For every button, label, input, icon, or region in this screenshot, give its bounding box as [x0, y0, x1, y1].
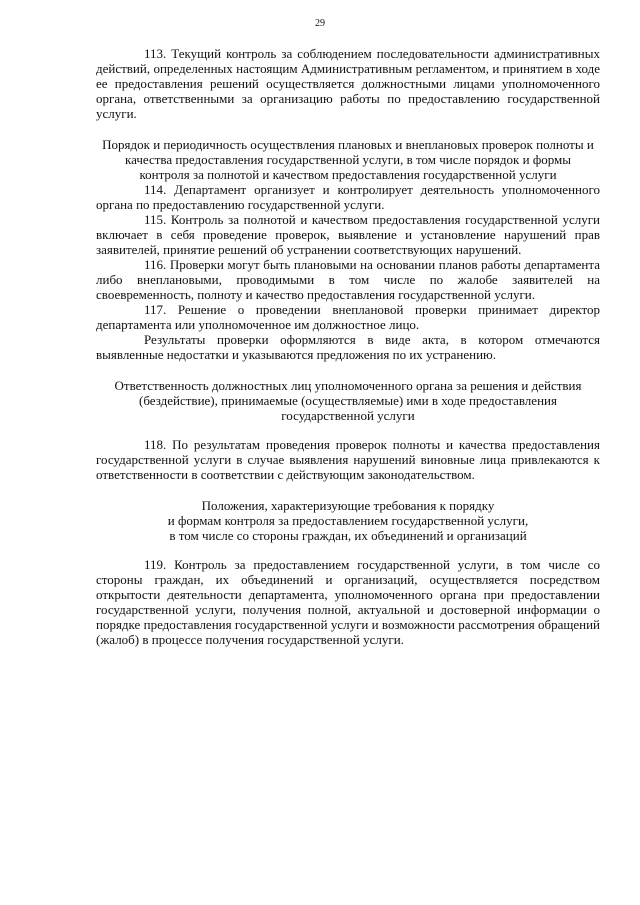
paragraph-114: 114. Департамент организует и контролирует деятельность уполномоченного органа по предоставлению государственной услуги. [96, 182, 600, 212]
paragraph-118: 118. По результатам проведения проверок полноты и качества предоставления государственной услуги в случае выявления нарушений виновные лица привлекаются к ответственности в соответствии с действующим законодательством. [96, 437, 600, 482]
document-body [96, 46, 600, 647]
section-heading-control-line3: в том числе со стороны граждан, их объединений и организаций [169, 528, 527, 543]
section-heading-inspections: Порядок и периодичность осуществления плановых и внеплановых проверок полноты и качества предоставления государственной услуги, в том числе порядок и формы контроля за полнотой и качеством предоставления государственной услуги [102, 137, 594, 182]
paragraph-117-results: Результаты проверки оформляются в виде акта, в котором отмечаются выявленные недостатки и указываются предложения по их устранению. [96, 332, 600, 362]
page-number: 29 [315, 18, 325, 29]
section-heading-responsibility: Ответственность должностных лиц уполномоченного органа за решения и действия (бездействие), принимаемые (осуществляемые) ими в ходе предоставления государственной услуги [114, 378, 582, 423]
paragraph-119: 119. Контроль за предоставлением государственной услуги, в том числе со стороны граждан, их объединений и организаций, осуществляется посредством открытости деятельности департамента, уполномоченного органа при предоставлении государственной услуги, получения полной, актуальной и достоверной информации о порядке предоставления государственной услуги и возможности рассмотрения обращений (жалоб) в процессе получения государственной услуги. [96, 557, 600, 647]
paragraph-117: 117. Решение о проведении внеплановой проверки принимает директор департамента или уполномоченное им должностное лицо. [96, 302, 600, 332]
paragraph-115: 115. Контроль за полнотой и качеством предоставления государственной услуги включает в себя проведение проверок, выявление и установление нарушений прав заявителей, принятие решений об устранении соответствующих нарушений. [96, 212, 600, 257]
paragraph-116: 116. Проверки могут быть плановыми на основании планов работы департамента либо внеплановыми, проводимыми в том числе по жалобе заявителей на своевременность, полноту и качество предоставления государственной услуги. [96, 257, 600, 302]
section-heading-control-line2: и формам контроля за предоставлением государственной услуги, [167, 513, 529, 528]
paragraph-113: 113. Текущий контроль за соблюдением последовательности административных действий, определенных настоящим Административным регламентом, и принятием в ходе ее предоставления решений осуществляется должностными лицами уполномоченного органа, ответственными за организацию работы по предоставлению государственной услуги. [96, 46, 600, 121]
section-heading-control-line1: Положения, характеризующие требования к порядку [201, 498, 495, 513]
